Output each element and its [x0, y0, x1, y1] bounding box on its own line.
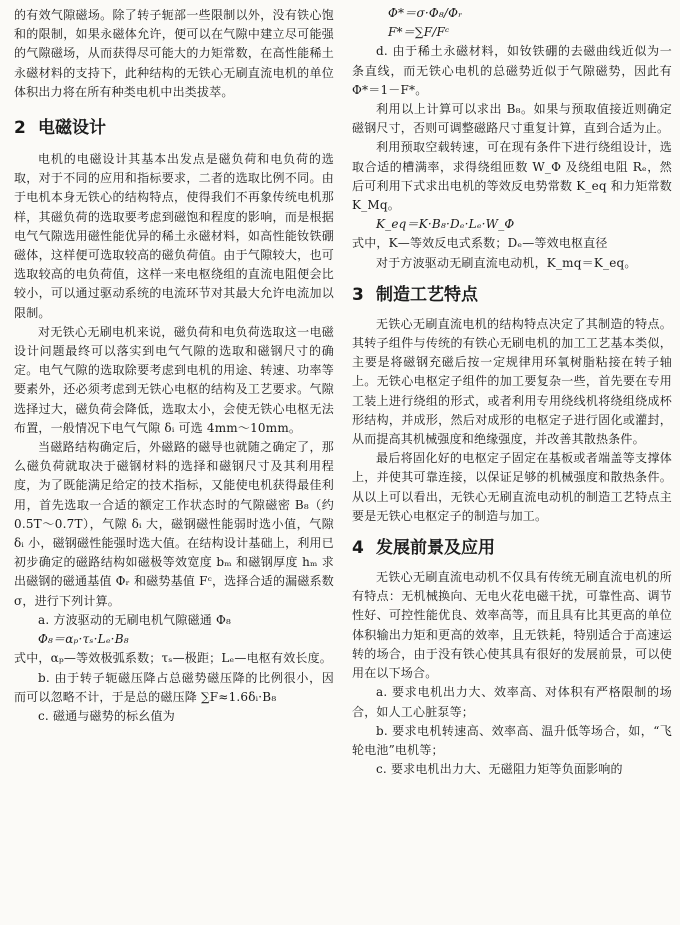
paragraph: 无铁心无刷直流电机的结构特点决定了其制造的特点。其转子组件与传统的有铁心无刷电机的加工工艺基本类似，主要是将磁钢充磁后按一定规律用环氧树脂粘接在转子轴上。无铁心电枢定子组件的加工要复杂一些，首先要在专用工装上进行绕组的形式，或者利用专用绕线机将绕组绕成杯形结构，并成形，然后对成形的电枢定子进行固化或灌封，从而提高其机械强度和绝缘强度，并改善其散热条件。	[352, 316, 672, 447]
section-heading-3	[352, 283, 672, 307]
list-item: b. 由于转子轭磁压降占总磁势磁压降的比例很小，因而可以忽略不计，于是总的磁压降 ∑F≈1.6δᵢ·B₈	[14, 670, 334, 704]
paragraph: 对于方波驱动无刷直流电动机，K_mq＝K_eq。	[376, 255, 637, 270]
section-title: 电磁设计	[38, 118, 106, 139]
list-item: a. 要求电机出力大、效率高、对体积有严格限制的场合，如人工心脏泵等；	[352, 685, 672, 719]
section-heading-2	[14, 116, 334, 140]
section-number: 2	[14, 118, 26, 139]
section-number: 3	[352, 284, 364, 305]
section-number: 4	[352, 538, 364, 559]
paragraph: 利用以上计算可以求出 B₈。如果与预取值接近则确定磁钢尺寸，否则可调整磁路尺寸重复计算，直到合适为止。	[352, 102, 672, 136]
paragraph: 利用预取空载转速，可在现有条件下进行绕组设计，选取合适的槽满率，求得绕组匝数 W_Φ 及绕组电阻 Rₑ，然后可利用下式求出电机的等效反电势常数 K_eq 和力矩常数 K_Mq。	[352, 140, 672, 213]
formula: K_eq＝K·B₈·Dₑ·Lₑ·W_Φ	[376, 217, 515, 232]
section-heading-4	[352, 536, 672, 560]
formula: Φ*＝σ·Φ₈/Φᵣ	[388, 6, 463, 20]
paragraph: 的有效气隙磁场。除了转子轭部一些限制以外，没有铁心饱和的限制，如果永磁体允许，便可以在气隙中建立尽可能强的气隙磁场，从而获得尽可能大的力矩常数，在高性能稀土永磁材料的支持下，此种结构的无铁心无刷直流电机的单位体积出力将在所有种类电机中出类拔萃。	[14, 8, 334, 99]
list-item: c. 磁通与磁势的标幺值为	[38, 708, 175, 723]
formula: F*＝∑F/Fᶜ	[388, 25, 450, 40]
section-title: 制造工艺特点	[376, 284, 478, 305]
paragraph: 式中，K—等效反电式系数；Dₑ—等效电枢直径	[352, 236, 608, 251]
list-item: a. 方波驱动的无刷电机气隙磁通 Φ₈	[38, 612, 232, 627]
paragraph: 无铁心无刷直流电动机不仅具有传统无刷直流电机的所有特点：无机械换向、无电火花电磁干扰，可靠性高、调节性好、可控性能优良、效率高等，而且具有比其更高的单位体积输出力矩和更高的效率，且无铁耗，特别适合于高速运转的场合，由于没有铁心使其具有很好的发展前景，可以使用在以下场合。	[352, 570, 672, 681]
section-title: 发展前景及应用	[376, 538, 495, 559]
left-column	[14, 0, 334, 726]
right-column	[352, 0, 672, 779]
list-item: b. 要求电机转速高、效率高、温升低等场合，如，“飞轮电池”电机等；	[352, 723, 672, 757]
list-item: d. 由于稀土永磁材料，如钕铁硼的去磁曲线近似为一条直线，而无铁心电机的总磁势近似于气隙磁势，因此有 Φ*＝1－F*。	[352, 44, 672, 97]
paragraph: 最后将固化好的电枢定子固定在基板或者端盖等支撑体上，并使其可靠连接，以保证足够的机械强度和散热条件。从以上可以看出，无铁心无刷直流电动机的制造工艺特点主要是无铁心电枢定子的制造与加工。	[352, 451, 672, 523]
paragraph: 对无铁心无刷电机来说，磁负荷和电负荷选取这一电磁设计问题最终可以落实到电气气隙的选取和磁钢尺寸的确定。电气气隙的选取除要考虑到电机的用途、转速、功率等要素外，还必须考虑到无铁心电枢的结构及工艺要求。气隙选择过大，磁负荷会降低，选取太小，会使无铁心电枢无法布置，一般情况下电气气隙 δᵢ 可选 4mm～10mm。	[14, 324, 334, 435]
formula: Φ₈＝αₚ·τₛ·Lₑ·B₈	[38, 632, 129, 647]
paragraph: 电机的电磁设计其基本出发点是磁负荷和电负荷的选取，对于不同的应用和指标要求，二者的选取比例不同。由于电机本身无铁心的结构特点，使得我们不再象传统电机那样，其磁负荷的选取要考虑到磁饱和程度的影响，而是根据电气气隙选用磁性能优异的稀土永磁材料，如高性能钕铁硼磁体，这样便可选取较高的磁负荷值。由于气隙较大，也可选取较高的电负荷值，这样一来电枢绕组的直流电阻便会比较小，可以通过驱动系统的电流环节对其最大允许电流加以限制。	[14, 152, 334, 320]
list-item: c. 要求电机出力大、无磁阻力矩等负面影响的	[376, 762, 623, 777]
paragraph: 式中，αₚ—等效极弧系数；τₛ—极距；Lₑ—电枢有效长度。	[14, 651, 333, 666]
paragraph: 当磁路结构确定后，外磁路的磁导也就随之确定了，那么磁负荷就取决于磁钢材料的选择和磁钢尺寸及其利用程度，为了既能满足给定的技术指标，又能使电机获得最佳利用，首先选取一合适的额定工作状态时的气隙磁密 B₈（约 0.5T～0.7T），气隙 δᵢ 大，磁钢磁性能弱时选小值，气隙 δᵢ 小，磁钢磁性能强时选大值。在结构设计基础上，利用已初步确定的磁路结构如磁极等效宽度 bₘ 和磁钢厚度 hₘ 求出磁钢的磁通基值 Φᵣ 和磁势基值 Fᶜ，选择合适的漏磁系数 σ，进行下列计算。	[14, 440, 334, 608]
